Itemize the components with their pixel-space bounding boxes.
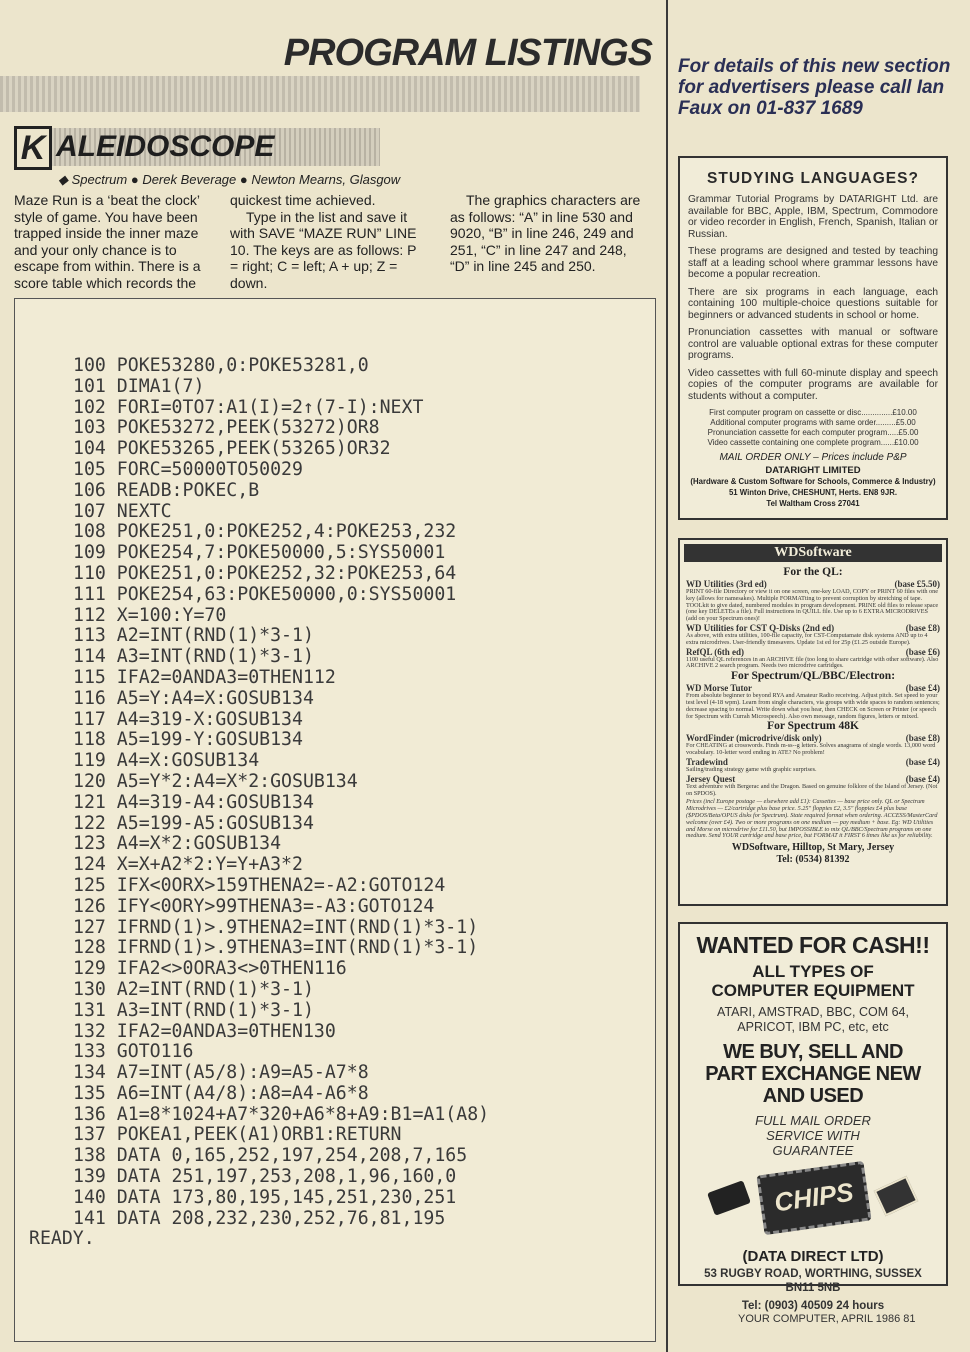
wdsoftware-ad (678, 538, 948, 906)
listing-line: 111 POKE254,63:POKE50000,0:SYS50001 (73, 583, 457, 605)
article-column-3 (450, 192, 646, 275)
item-desc: 1100 useful QL references in an ARCHIVE file (too long to share cartridge with other software). Also ARCHIVE 2 search program. Needs two microdrive cartridges. (686, 655, 939, 670)
listing-line: 106 READB:POKEC,B (73, 479, 260, 501)
ad-section-heading: For Spectrum 48K (767, 720, 859, 733)
header-stripe (0, 76, 640, 112)
ad-item (686, 623, 940, 647)
page-title: PROGRAM LISTINGS (283, 32, 652, 74)
listing-line: 136 A1=8*1024+A7*320+A6*8+A9:B1=A1(A8) (73, 1103, 490, 1125)
listing-line: 137 POKEA1,PEEK(A1)ORB1:RETURN (73, 1124, 402, 1146)
listing-line: 122 A5=199-A5:GOSUB134 (73, 812, 314, 834)
item-name: WD Utilities for CST Q-Disks (2nd ed) (686, 622, 835, 633)
article-column-1 (14, 192, 210, 292)
item-name: RefQL (6th ed) (686, 646, 744, 657)
listing-line: READY. (29, 1228, 95, 1250)
ad-headline: WE BUY, SELL AND PART EXCHANGE NEW AND USED (705, 1041, 921, 1107)
ad-paragraph: Grammar Tutorial Programs by DATARIGHT Ltd. are available for BBC, Apple, IBM, Spectrum, Commodore or video recorder in English, French, Spanish, Italian or Russian. (688, 194, 938, 240)
mail-order-note: MAIL ORDER ONLY – Prices include P&P (719, 452, 907, 463)
item-desc: Sailing/trading strategy game with graphic surprises. (686, 765, 817, 773)
ad-title: STUDYING LANGUAGES? (707, 170, 919, 187)
item-name: WD Utilities (3rd ed) (686, 579, 767, 589)
price-item: First computer program on cassette or disc..............£10.00 (709, 408, 917, 417)
program-listing (14, 298, 656, 1342)
listing-line: 105 FORC=50000TO50029 (73, 458, 303, 480)
listing-line: 102 FORI=0TO7:A1(I)=2↑(7-I):NEXT (73, 396, 424, 418)
listing-line: 107 NEXTC (73, 500, 172, 522)
listing-line: 100 POKE53280,0:POKE53281,0 (73, 355, 369, 376)
ad-paragraph: Pronunciation cassettes with manual or software control are valuable optional extras for these computer programs. (688, 327, 938, 361)
listing-line: 115 IFA2=0ANDA3=0THEN112 (73, 666, 336, 688)
ad-item (686, 774, 940, 798)
ad-address: BN11 5NB (785, 1282, 841, 1294)
ad-address: 53 RUGBY ROAD, WORTHING, SUSSEX (704, 1268, 922, 1280)
price-item: Pronunciation cassette for each computer program.....£5.00 (707, 428, 919, 437)
article-paragraph: quickest time achieved. (230, 192, 376, 208)
article-column-2 (230, 192, 426, 292)
item-name: WordFinder (microdrive/disk only) (686, 733, 822, 744)
listing-line: 112 X=100:Y=70 (73, 604, 227, 626)
article-title-initial: K (14, 126, 52, 170)
disk-icon (874, 1176, 918, 1217)
listing-line: 118 A5=199-Y:GOSUB134 (73, 729, 303, 751)
ad-section-heading: For the QL: (783, 566, 843, 578)
ad-title: WDSoftware (684, 544, 942, 562)
company-name: DATARIGHT LIMITED (765, 465, 861, 476)
listing-line: 114 A3=INT(RND(1)*3-1) (73, 646, 314, 668)
ad-terms: Prices (incl Europe postage — elsewhere add £1): Cassettes — base price only. QL or Spectrum Microdrives — £2/cartridge plus base price. 5.25" floppies £2, 3.5" floppies £4 plus base ($PDOS/Beta/OPUS disks for Spectrum). State required format when ordering. ACCESS/MasterCard welcome (over £4). Two or more programs on one medium — pay medium + base. Eg: WD Utilities and Morse on microdrive for £11.50, but IMPOSSIBLE to mix QL/BBC/Spectrum programs on one medium. Send YOUR cartridge and base price, but FORMAT it FIRST 6 times like us for reliability. (686, 798, 938, 840)
advertiser-notice: For details of this new section for advertisers please call Ian Faux on 01-837 1689 (678, 56, 951, 119)
item-desc: For CHEATING at crosswords. Finds m-ss--g letters. Solves anagrams of single words. 13,000 word vocabulary. 10-letter word ending in ATE? No problem! (686, 742, 936, 757)
item-price: (base £5.50) (894, 579, 940, 589)
listing-line: 109 POKE254,7:POKE50000,5:SYS50001 (73, 542, 446, 564)
listing-line: 125 IFX<0ORX>159THENA2=-A2:GOTO124 (73, 874, 446, 896)
listing-line: 127 IFRND(1)>.9THENA2=INT(RND(1)*3-1) (73, 916, 479, 938)
listing-line: 119 A4=X:GOSUB134 (73, 750, 260, 772)
ad-item (686, 683, 940, 720)
article-paragraph: Maze Run is a ‘beat the clock’ style of game. You have been trapped inside the inner maze and your only chance is to escape from within. There is a score table which records the (14, 192, 201, 291)
price-item: Video cassette containing one complete program......£10.00 (707, 438, 919, 447)
ad-section-heading: For Spectrum/QL/BBC/Electron: (730, 670, 896, 683)
listing-line: 101 DIMA1(7) (73, 375, 205, 397)
listing-line: 135 A6=INT(A4/8):A8=A4-A6*8 (73, 1082, 369, 1104)
listing-line: 129 IFA2<>0ORA3<>0THEN116 (73, 958, 347, 980)
listing-line: 110 POKE251,0:POKE252,32:POKE253,64 (73, 562, 457, 584)
listing-line: 108 POKE251,0:POKE252,4:POKE253,232 (73, 521, 457, 543)
ad-paragraph: These programs are designed and tested by teaching staff at a leading school where grammar lessons have become a popular recreation. (688, 246, 938, 280)
item-price: (base £8) (905, 733, 940, 744)
chip-icon: CHIPS (756, 1161, 871, 1235)
wanted-for-cash-ad (678, 922, 948, 1312)
listing-line: 113 A2=INT(RND(1)*3-1) (73, 625, 314, 647)
listing-line: 131 A3=INT(RND(1)*3-1) (73, 999, 314, 1021)
ad-systems: ATARI, AMSTRAD, BBC, COM 64, APRICOT, IBM PC, etc, etc (717, 1005, 909, 1034)
price-item: Additional computer programs with same order.........£5.00 (710, 418, 916, 427)
listing-line: 117 A4=319-X:GOSUB134 (73, 708, 303, 730)
listing-line: 116 A5=Y:A4=X:GOSUB134 (73, 687, 314, 709)
item-price: (base £4) (905, 756, 940, 767)
company-tel: Tel Waltham Cross 27041 (766, 499, 860, 508)
ad-footer: Tel: (0534) 81392 (776, 854, 850, 866)
ad-item (686, 757, 940, 774)
ad-item (686, 579, 940, 623)
listing-line: 128 IFRND(1)>.9THENA3=INT(RND(1)*3-1) (73, 937, 479, 959)
ad-subtitle: ALL TYPES OF COMPUTER EQUIPMENT (711, 962, 915, 1000)
listing-line: 104 POKE53265,PEEK(53265)OR32 (73, 438, 391, 460)
listing-line: 124 X=X+A2*2:Y=Y+A3*2 (73, 854, 303, 876)
article-paragraph: Type in the list and save it with SAVE “MAZE RUN” LINE 10. The keys are as follows: P = right; C = left; A + up; Z = down. (230, 208, 417, 291)
item-price: (base £6) (905, 646, 940, 657)
item-desc: From absolute beginner to beyond RYA and Amateur Radio receiving. Adjust pitch. Set speed to your test level (4-18 wpm). Learn from single characters, via groups with wide spaces to random sentences; decrease spacing to normal. Write down what you hear, then CHECK on Screen or Printer (or speech for Spectrum with Currah Microspeech). Also own message, random figures, letters or mixed. (686, 692, 940, 720)
ad-item (686, 733, 940, 757)
item-desc: Text adventure with Bergerac and the Dragon. Based on genuine folklore of the Island of Jersey. (Not on SPDOS). (686, 782, 938, 797)
ad-service: FULL MAIL ORDER SERVICE WITH GUARANTEE (755, 1113, 871, 1158)
ad-tel: Tel: (0903) 40509 24 hours (741, 1300, 885, 1312)
page-footer: YOUR COMPUTER, APRIL 1986 81 (738, 1313, 916, 1325)
item-price: (base £4) (905, 683, 940, 694)
listing-line: 133 GOTO116 (73, 1041, 194, 1063)
article-title: ALEIDOSCOPE (56, 130, 275, 163)
company-sub: (Hardware & Custom Software for Schools, Commerce & Industry) (690, 477, 936, 486)
item-price: (base £4) (905, 773, 940, 784)
item-name: WD Morse Tutor (686, 683, 752, 694)
article-paragraph: The graphics characters are as follows: “A” in line 530 and 9020, “B” in line 246, 249 and 251, “C” in line 247 and 248, “D” in line 245 and 250. (450, 192, 641, 275)
listing-line: 140 DATA 173,80,195,145,251,230,251 (73, 1186, 457, 1208)
ad-footer: WDSoftware, Hilltop, St Mary, Jersey (731, 842, 895, 854)
listing-line: 120 A5=Y*2:A4=X*2:GOSUB134 (73, 770, 358, 792)
listing-line: 141 DATA 208,232,230,252,76,81,195 (73, 1207, 446, 1229)
listing-line: 121 A4=319-A4:GOSUB134 (73, 791, 314, 813)
ad-title: WANTED FOR CASH!! (696, 932, 930, 958)
item-desc: PRINT 60-file Directory or view it on one screen, one-key LOAD, COPY or PRINT 60 files with one key (allows for namesakes). Multiple FORMATting to prevent corruption by stretching of tape. TOOLkit to give dated, numbered modules in program development. PRINE old files to release space (one key DELETEs a file). Full instructions in QUILL file. Use up to 6 EXTRA MICRODRIVES (add on your Spectrum ones)! (686, 588, 939, 623)
ad-paragraph: Video cassettes with full 60-minute display and speech copies of the computer programs are available for students without a computer. (688, 367, 938, 402)
price-list (680, 408, 946, 448)
cassette-icon (707, 1180, 751, 1216)
item-name: Jersey Quest (686, 773, 736, 784)
column-rule (666, 0, 668, 1352)
item-price: (base £8) (905, 622, 940, 633)
listing-line: 138 DATA 0,165,252,197,254,208,7,165 (73, 1145, 468, 1167)
studying-languages-ad (678, 156, 948, 520)
listing-line: 134 A7=INT(A5/8):A9=A5-A7*8 (73, 1062, 369, 1084)
chips-graphic (680, 1162, 946, 1242)
article-byline: ◆ Spectrum ● Derek Beverage ● Newton Mearns, Glasgow (58, 172, 401, 187)
listing-line: 123 A4=X*2:GOSUB134 (73, 833, 282, 855)
company-address: 51 Winton Drive, CHESHUNT, Herts. EN8 9JR. (728, 488, 898, 497)
ad-item (686, 647, 940, 671)
listing-line: 139 DATA 251,197,253,208,1,96,160,0 (73, 1166, 457, 1188)
listing-line: 132 IFA2=0ANDA3=0THEN130 (73, 1020, 336, 1042)
listing-line: 103 POKE53272,PEEK(53272)OR8 (73, 417, 380, 439)
ad-company: (DATA DIRECT LTD) (742, 1248, 884, 1265)
ad-paragraph: There are six programs in each language, each containing 100 multiple-choice questions suitable for beginners or advanced students in school or home. (688, 286, 938, 321)
listing-line: 126 IFY<0ORY>99THENA3=-A3:GOTO124 (73, 895, 435, 917)
item-name: Tradewind (686, 756, 728, 767)
item-desc: As above, with extra utilities, 100-file capacity, for CST-Computamate disk systems AND up to 4 extra microdrives. User-friendly timesavers. Update 1st ed for 25p (£1.25 outside Europe). (686, 631, 928, 646)
listing-line: 130 A2=INT(RND(1)*3-1) (73, 978, 314, 1000)
listing-code (29, 355, 490, 1250)
